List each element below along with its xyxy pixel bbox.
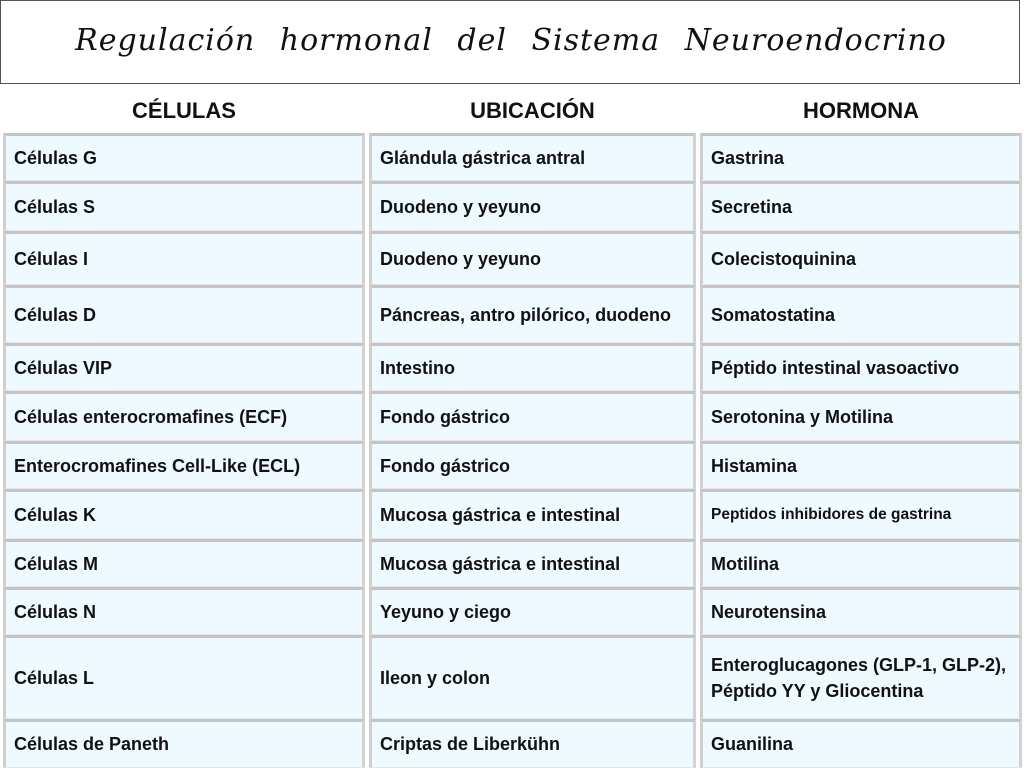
header-cells: CÉLULAS xyxy=(132,98,236,123)
cell-hormone: Peptidos inhibidores de gastrina xyxy=(700,489,1022,539)
cell-type: Células de Paneth xyxy=(3,719,365,768)
table-row xyxy=(0,635,1024,719)
cell-type: Células I xyxy=(3,231,365,285)
table-row xyxy=(0,285,1024,343)
cell-hormone: Colecistoquinina xyxy=(700,231,1022,285)
table-row xyxy=(0,489,1024,539)
cell-location: Yeyuno y ciego xyxy=(369,587,696,635)
table-row xyxy=(0,343,1024,391)
cell-location: Páncreas, antro pilórico, duodeno xyxy=(369,285,696,343)
cell-hormone: Enteroglucagones (GLP-1, GLP-2), Péptido YY y Gliocentina xyxy=(700,635,1022,719)
table-row xyxy=(0,587,1024,635)
cell-hormone: Péptido intestinal vasoactivo xyxy=(700,343,1022,391)
cell-location: Fondo gástrico xyxy=(369,391,696,441)
header-hormone: HORMONA xyxy=(802,98,920,123)
cell-type: Células D xyxy=(3,285,365,343)
table-row xyxy=(0,441,1024,489)
cell-type: Células VIP xyxy=(3,343,365,391)
cell-type: Células enterocromafines (ECF) xyxy=(3,391,365,441)
table-row xyxy=(0,133,1024,181)
cell-type: Células N xyxy=(3,587,365,635)
cell-location: Criptas de Liberkühn xyxy=(369,719,696,768)
page-title: Regulación hormonal del Sistema Neuroendocrino xyxy=(75,23,947,58)
cell-location: Ileon y colon xyxy=(369,635,696,719)
cell-location: Duodeno y yeyuno xyxy=(369,231,696,285)
cell-hormone: Serotonina y Motilina xyxy=(700,391,1022,441)
cell-hormone: Gastrina xyxy=(700,133,1022,181)
table-row xyxy=(0,719,1024,768)
title-box xyxy=(0,0,1020,84)
cell-location: Fondo gástrico xyxy=(369,441,696,489)
cell-type: Células L xyxy=(3,635,365,719)
cell-location: Intestino xyxy=(369,343,696,391)
cell-location: Mucosa gástrica e intestinal xyxy=(369,489,696,539)
table-row xyxy=(0,231,1024,285)
cell-hormone: Neurotensina xyxy=(700,587,1022,635)
cell-type: Enterocromafines Cell-Like (ECL) xyxy=(3,441,365,489)
cell-hormone: Guanilina xyxy=(700,719,1022,768)
cell-type: Células G xyxy=(3,133,365,181)
header-location: UBICACIÓN xyxy=(470,98,595,123)
table-header xyxy=(0,98,1024,132)
cell-location: Mucosa gástrica e intestinal xyxy=(369,539,696,587)
cell-location: Duodeno y yeyuno xyxy=(369,181,696,231)
table-row xyxy=(0,391,1024,441)
cell-type: Células M xyxy=(3,539,365,587)
table-row xyxy=(0,539,1024,587)
cell-hormone: Somatostatina xyxy=(700,285,1022,343)
table-row xyxy=(0,181,1024,231)
cell-type: Células S xyxy=(3,181,365,231)
cell-hormone: Motilina xyxy=(700,539,1022,587)
cell-hormone: Secretina xyxy=(700,181,1022,231)
cell-location: Glándula gástrica antral xyxy=(369,133,696,181)
cell-type: Células K xyxy=(3,489,365,539)
cell-hormone: Histamina xyxy=(700,441,1022,489)
